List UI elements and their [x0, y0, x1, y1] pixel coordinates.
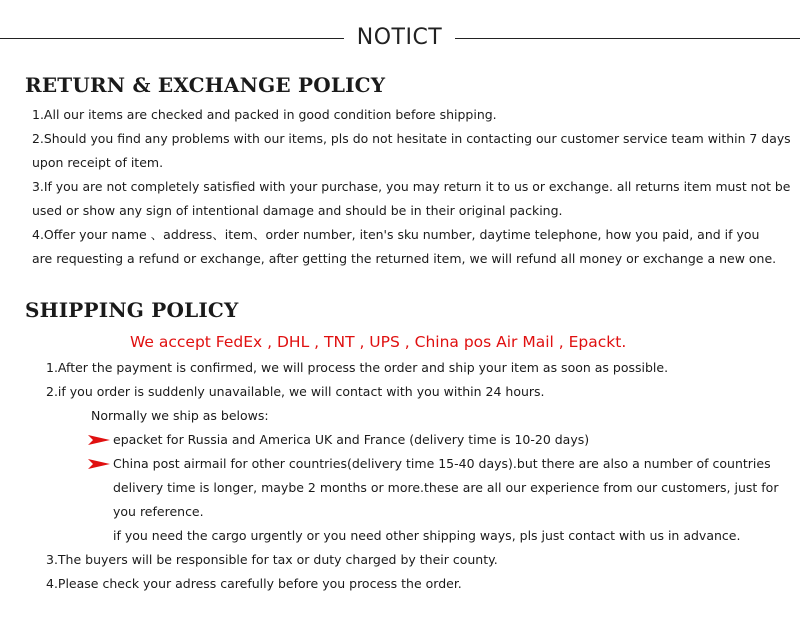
- notice-header: [0, 22, 800, 54]
- red-arrow-bullet-icon: [88, 434, 110, 446]
- return-line-4: 3.If you are not completely satisfied with your purchase, you may return it to us or exchange. all returns item must not be: [32, 179, 791, 194]
- shipping-line-10: 4.Please check your adress carefully before you process the order.: [46, 576, 462, 591]
- accepted-carriers: We accept FedEx , DHL , TNT , UPS , China pos Air Mail , Epackt.: [130, 333, 627, 351]
- shipping-line-4: epacket for Russia and America UK and France (delivery time is 10-20 days): [113, 432, 590, 447]
- red-arrow-bullet-icon: [88, 458, 110, 470]
- return-line-5: used or show any sign of intentional damage and should be in their original packing.: [32, 203, 563, 218]
- notice-title: NOTICT: [356, 25, 443, 50]
- return-line-1: 1.All our items are checked and packed in good condition before shipping.: [32, 107, 497, 122]
- return-line-3: upon receipt of item.: [32, 155, 164, 170]
- shipping-line-1: 1.After the payment is confirmed, we will process the order and ship your item as soon as possible.: [46, 360, 669, 375]
- return-policy-heading: RETURN & EXCHANGE POLICY: [25, 73, 386, 97]
- shipping-line-5: China post airmail for other countries(delivery time 15-40 days).but there are also a number of countries: [113, 456, 771, 471]
- header-divider-left: [0, 38, 344, 39]
- shipping-line-9: 3.The buyers will be responsible for tax or duty charged by their county.: [46, 552, 498, 567]
- return-line-2: 2.Should you find any problems with our items, pls do not hesitate in contacting our customer service team within 7 days: [32, 131, 791, 146]
- return-line-6: 4.Offer your name 、address、item、order number, iten's sku number, daytime telephone, how you paid, and if you: [32, 227, 760, 242]
- shipping-line-2: 2.if you order is suddenly unavailable, we will contact with you within 24 hours.: [46, 384, 545, 399]
- return-line-7: are requesting a refund or exchange, after getting the returned item, we will refund all money or exchange a new one.: [32, 251, 777, 266]
- shipping-line-3: Normally we ship as belows:: [91, 408, 269, 423]
- shipping-line-7: you reference.: [113, 504, 204, 519]
- header-divider-right: [455, 38, 800, 39]
- shipping-policy-heading: SHIPPING POLICY: [25, 298, 239, 322]
- shipping-line-6: delivery time is longer, maybe 2 months or more.these are all our experience from our customers, just for: [113, 480, 779, 495]
- shipping-line-8: if you need the cargo urgently or you need other shipping ways, pls just contact with us in advance.: [113, 528, 741, 543]
